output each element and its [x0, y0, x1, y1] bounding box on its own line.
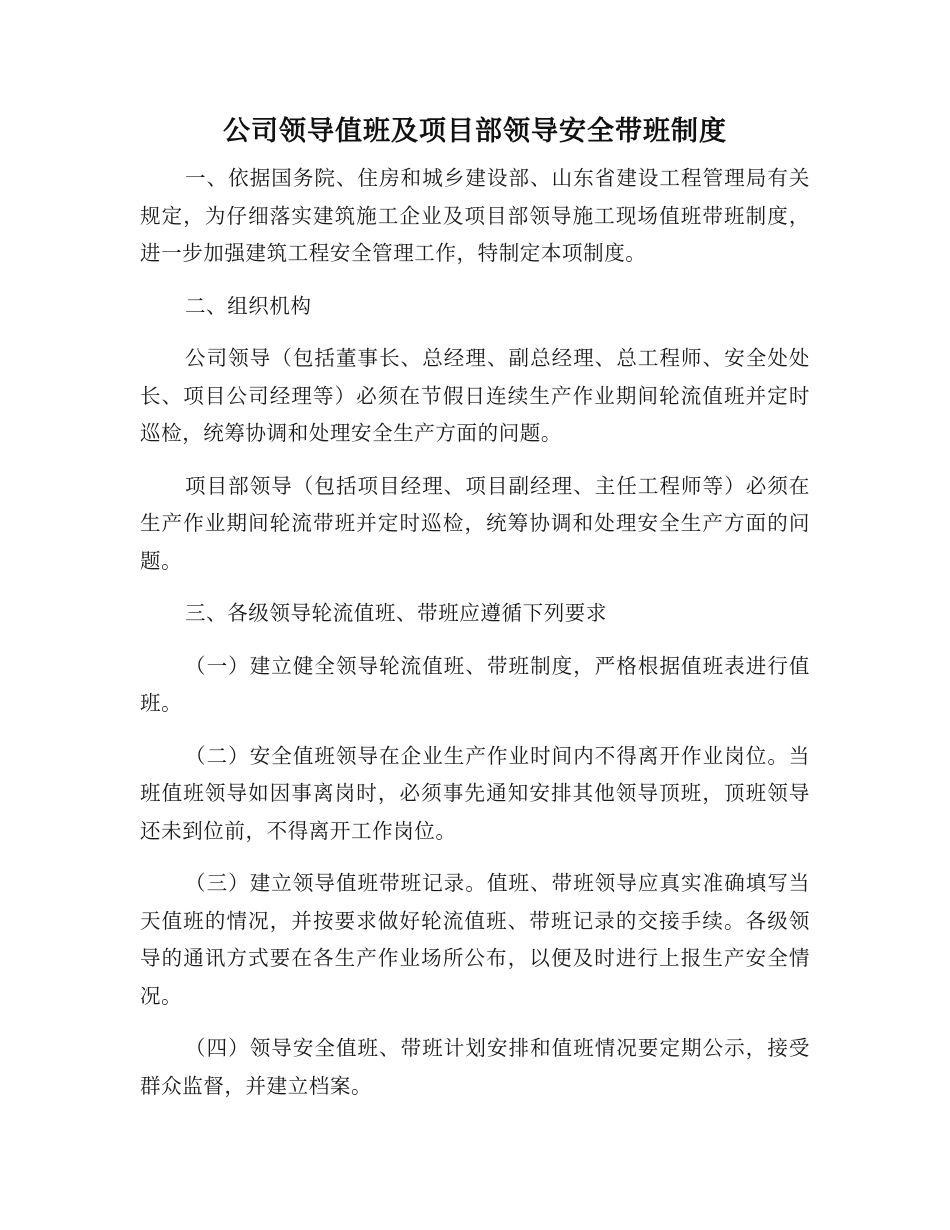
paragraph-company-leaders: 公司领导（包括董事长、总经理、副总经理、总工程师、安全处处长、项目公司经理等）必须在节假日连续生产作业期间轮流值班并定时巡检，统筹协调和处理安全生产方面的问题。: [140, 346, 810, 445]
paragraph-requirement-1: （一）建立健全领导轮流值班、带班制度，严格根据值班表进行值班。: [140, 653, 810, 715]
paragraph-organization-heading: 二、组织机构: [185, 293, 312, 318]
paragraph-requirement-3: （三）建立领导值班带班记录。值班、带班领导应真实准确填写当天值班的情况，并按要求做好轮流值班、带班记录的交接手续。各级领导的通讯方式要在各生产作业场所公布，以便及时进行上报生产安全情况。: [140, 871, 810, 1008]
paragraph-basis: 一、依据国务院、住房和城乡建设部、山东省建设工程管理局有关规定，为仔细落实建筑施工企业及项目部领导施工现场值班带班制度，进一步加强建筑工程安全管理工作，特制定本项制度。: [140, 166, 810, 265]
paragraph-requirement-2: （二）安全值班领导在企业生产作业时间内不得离开作业岗位。当班值班领导如因事离岗时，必须事先通知安排其他领导顶班，顶班领导还未到位前，不得离开工作岗位。: [140, 743, 810, 843]
paragraph-requirement-4: （四）领导安全值班、带班计划安排和值班情况要定期公示，接受群众监督，并建立档案。: [140, 1036, 810, 1098]
document-title: 公司领导值班及项目部领导安全带班制度: [223, 116, 727, 147]
paragraph-requirements-heading: 三、各级领导轮流值班、带班应遵循下列要求: [185, 601, 607, 625]
paragraph-project-leaders: 项目部领导（包括项目经理、项目副经理、主任工程师等）必须在生产作业期间轮流带班并定时巡检，统筹协调和处理安全生产方面的问题。: [140, 473, 810, 573]
